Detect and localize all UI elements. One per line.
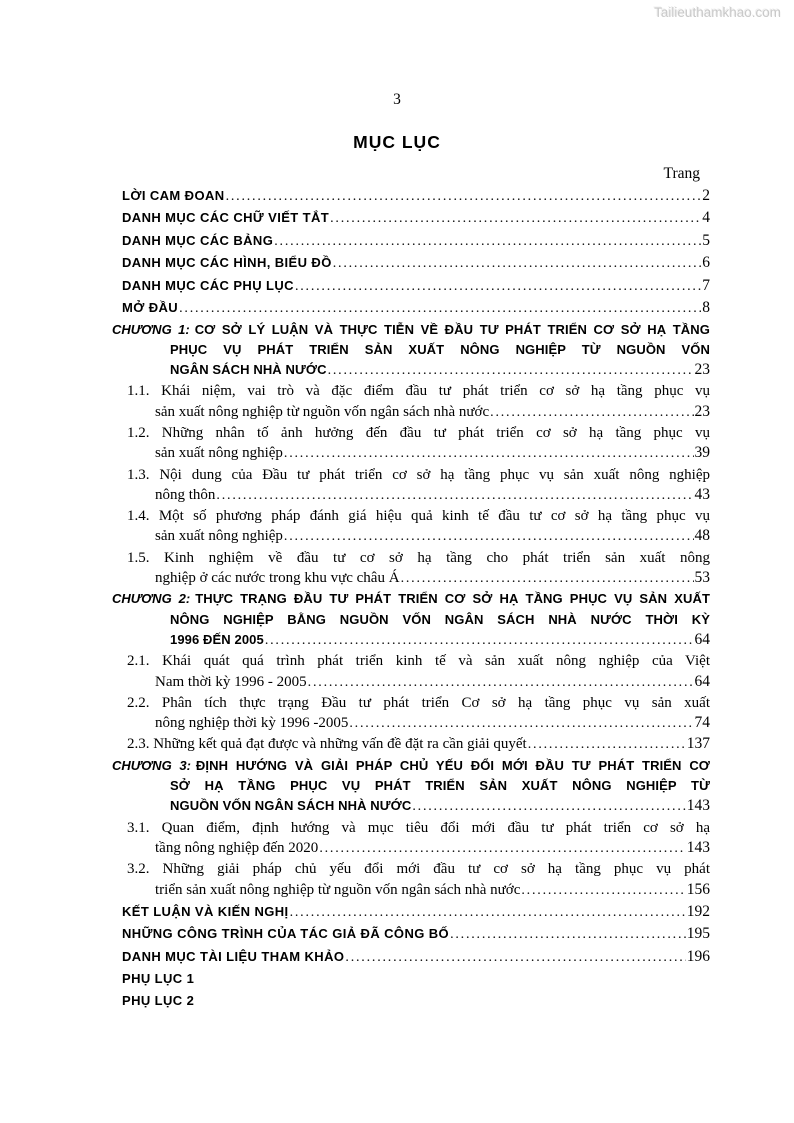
toc-entries bbox=[112, 185, 710, 1012]
entry-text: MỞ ĐẦU bbox=[122, 300, 179, 315]
entry-page-number: 64 bbox=[694, 630, 710, 648]
entry-text: PHỤ LỤC 2 bbox=[122, 992, 195, 1008]
toc-line bbox=[112, 568, 710, 589]
dot-leader bbox=[349, 714, 693, 734]
toc-line bbox=[112, 465, 710, 485]
dot-leader bbox=[179, 298, 701, 320]
toc-entry bbox=[112, 990, 710, 1012]
entry-text: Nam thời kỳ 1996 - 2005 bbox=[155, 673, 307, 690]
entry-page-number: 5 bbox=[702, 231, 710, 249]
toc-line bbox=[112, 734, 710, 755]
toc-entry bbox=[112, 423, 710, 465]
toc-line bbox=[112, 672, 710, 693]
entry-page-number: 23 bbox=[694, 402, 710, 420]
dot-leader bbox=[333, 253, 702, 275]
toc-entry bbox=[112, 381, 710, 423]
toc-line bbox=[112, 275, 710, 298]
toc-entry bbox=[112, 859, 710, 901]
dot-leader bbox=[450, 924, 686, 946]
entry-page-number: 192 bbox=[686, 902, 710, 920]
toc-entry bbox=[112, 548, 710, 590]
toc-line bbox=[112, 230, 710, 253]
toc-line bbox=[112, 630, 710, 651]
entry-text: sản xuất nông nghiệp bbox=[155, 528, 283, 545]
entry-page-number: 43 bbox=[694, 485, 710, 503]
entry-text: CƠ SỞ LÝ LUẬN VÀ THỰC TIỄN VỀ ĐẦU TƯ PHÁT TRIỂN CƠ SỞ HẠ TẦNG bbox=[194, 321, 710, 337]
toc-line bbox=[112, 402, 710, 423]
entry-page-number: 137 bbox=[686, 735, 710, 753]
toc-entry bbox=[112, 297, 710, 320]
toc-line bbox=[112, 423, 710, 443]
toc-entry bbox=[112, 734, 710, 755]
toc-line bbox=[112, 381, 710, 401]
toc-line bbox=[112, 548, 710, 568]
dot-leader bbox=[295, 276, 701, 298]
toc-entry bbox=[112, 756, 710, 818]
entry-text: nghiệp ở các nước trong khu vực châu Á bbox=[155, 570, 400, 587]
toc-line bbox=[112, 968, 710, 990]
toc-line bbox=[112, 526, 710, 547]
dot-leader bbox=[284, 444, 694, 464]
entry-text: sản xuất nông nghiệp từ nguồn vốn ngân sách nhà nước bbox=[155, 403, 490, 420]
entry-page-number: 143 bbox=[686, 797, 710, 815]
dot-leader bbox=[308, 673, 694, 693]
toc-line bbox=[112, 443, 710, 464]
entry-text: 2.1. Khái quát quá trình phát triển kinh tế và sản xuất nông nghiệp của Việt bbox=[127, 653, 710, 670]
toc-line bbox=[112, 360, 710, 381]
entry-page-number: 74 bbox=[694, 714, 710, 732]
entry-text: NGUỒN VỐN NGÂN SÁCH NHÀ NƯỚC bbox=[170, 798, 412, 814]
entry-text: PHỤ LỤC 1 bbox=[122, 971, 195, 987]
toc-title: MỤC LỤC bbox=[353, 132, 441, 152]
entry-page-number: 4 bbox=[702, 209, 710, 226]
toc-line bbox=[112, 776, 710, 796]
page-column-label: Trang bbox=[663, 165, 700, 182]
dot-leader bbox=[226, 186, 702, 208]
toc-line bbox=[112, 320, 710, 340]
dot-leader bbox=[521, 881, 685, 901]
entry-text: LỜI CAM ĐOAN bbox=[122, 187, 225, 203]
entry-text: NHỮNG CÔNG TRÌNH CỦA TÁC GIẢ ĐÃ CÔNG BỐ bbox=[122, 926, 450, 942]
toc-line bbox=[112, 901, 710, 924]
dot-leader bbox=[274, 231, 701, 253]
chapter-prefix: CHƯƠNG 2: bbox=[112, 591, 191, 607]
entry-text: DANH MỤC TÀI LIỆU THAM KHẢO bbox=[122, 948, 345, 964]
entry-text: nông thôn bbox=[155, 486, 216, 503]
toc-line bbox=[112, 990, 710, 1012]
dot-leader bbox=[265, 631, 694, 651]
toc-entry bbox=[112, 230, 710, 253]
toc-line bbox=[112, 506, 710, 526]
entry-text: THỰC TRẠNG ĐẦU TƯ PHÁT TRIỂN CƠ SỞ HẠ TẦNG PHỤC VỤ SẢN XUẤT bbox=[195, 591, 710, 607]
entry-text: 1.1. Khái niệm, vai trò và đặc điểm đầu tư phát triển cơ sở hạ tầng phục vụ bbox=[127, 383, 710, 400]
dot-leader bbox=[345, 947, 685, 969]
toc-entry bbox=[112, 185, 710, 208]
toc-line bbox=[112, 185, 710, 208]
entry-page-number: 2 bbox=[702, 186, 710, 204]
dot-leader bbox=[412, 797, 685, 817]
toc bbox=[112, 163, 710, 1011]
entry-text: DANH MỤC CÁC CHỮ VIẾT TẮT bbox=[122, 210, 330, 225]
toc-line bbox=[112, 297, 710, 320]
dot-leader bbox=[490, 403, 693, 423]
entry-text: 2.3. Những kết quả đạt được và những vấn đề đặt ra cần giải quyết bbox=[127, 736, 527, 753]
toc-line bbox=[112, 713, 710, 734]
dot-leader bbox=[328, 361, 694, 381]
toc-line bbox=[112, 693, 710, 713]
toc-line bbox=[112, 756, 710, 776]
toc-line bbox=[112, 818, 710, 838]
entry-page-number: 195 bbox=[686, 925, 710, 943]
toc-line bbox=[112, 880, 710, 901]
dot-leader bbox=[216, 486, 693, 506]
chapter-prefix: CHƯƠNG 1: bbox=[112, 321, 190, 337]
dot-leader bbox=[401, 569, 694, 589]
entry-page-number: 39 bbox=[694, 444, 710, 462]
entry-text: NÔNG NGHIỆP BẰNG NGUỒN VỐN NGÂN SÁCH NHÀ NƯỚC THỜI KỲ bbox=[170, 611, 710, 627]
dot-leader bbox=[528, 735, 686, 755]
entry-text: nông nghiệp thời kỳ 1996 -2005 bbox=[155, 715, 349, 732]
chapter-prefix: CHƯƠNG 3: bbox=[112, 757, 191, 773]
toc-line bbox=[112, 796, 710, 817]
entry-text: 1.4. Một số phương pháp đánh giá hiệu quả kinh tế đầu tư cơ sở hạ tầng phục vụ bbox=[127, 508, 710, 525]
entry-text: sản xuất nông nghiệp bbox=[155, 445, 283, 462]
toc-line bbox=[112, 859, 710, 879]
dot-leader bbox=[330, 208, 701, 230]
entry-text: triển sản xuất nông nghiệp từ nguồn vốn ngân sách nhà nước bbox=[155, 881, 521, 898]
entry-text: NGÂN SÁCH NHÀ NƯỚC bbox=[170, 362, 327, 378]
dot-leader bbox=[319, 839, 685, 859]
entry-page-number: 143 bbox=[686, 838, 710, 856]
entry-text: DANH MỤC CÁC PHỤ LỤC bbox=[122, 277, 294, 293]
entry-text: 1996 ĐẾN 2005 bbox=[170, 631, 264, 647]
toc-entry bbox=[112, 465, 710, 507]
entry-text: DANH MỤC CÁC BẢNG bbox=[122, 232, 274, 248]
entry-text: 2.2. Phân tích thực trạng Đầu tư phát triển Cơ sở hạ tầng phục vụ sản xuất bbox=[127, 694, 710, 711]
entry-text: 1.5. Kinh nghiệm về đầu tư cơ sở hạ tầng cho phát triển sản xuất nông bbox=[127, 549, 710, 566]
entry-text: 1.2. Những nhân tố ảnh hưởng đến đầu tư phát triển cơ sở hạ tầng phục vụ bbox=[127, 424, 710, 441]
entry-text: SỞ HẠ TẦNG PHỤC VỤ PHÁT TRIỂN SẢN XUẤT NÔNG NGHIỆP TỪ bbox=[170, 778, 710, 794]
page-number: 3 bbox=[393, 91, 401, 108]
toc-entry bbox=[112, 275, 710, 298]
entry-page-number: 23 bbox=[694, 361, 710, 379]
toc-entry bbox=[112, 923, 710, 946]
entry-page-number: 8 bbox=[702, 299, 710, 316]
entry-page-number: 53 bbox=[694, 569, 710, 587]
watermark: Tailieuthamkhao.com bbox=[654, 5, 781, 20]
toc-line bbox=[112, 589, 710, 609]
entry-page-number: 7 bbox=[702, 276, 710, 294]
entry-text: PHỤC VỤ PHÁT TRIỂN SẢN XUẤT NÔNG NGHIỆP TỪ NGUỒN VỐN bbox=[170, 341, 710, 357]
toc-line bbox=[112, 340, 710, 360]
toc-line bbox=[112, 838, 710, 859]
entry-page-number: 6 bbox=[702, 254, 710, 271]
entry-text: 1.3. Nội dung của Đầu tư phát triển cơ sở hạ tầng phục vụ sản xuất nông nghiệp bbox=[127, 466, 710, 483]
entry-page-number: 64 bbox=[694, 672, 710, 690]
toc-entry bbox=[112, 651, 710, 693]
toc-line bbox=[112, 485, 710, 506]
entry-page-number: 156 bbox=[686, 880, 710, 898]
toc-line bbox=[112, 946, 710, 969]
toc-line bbox=[112, 207, 710, 230]
entry-text: 3.2. Những giải pháp chủ yếu đổi mới đầu tư cơ sở hạ tầng phục vụ phát bbox=[127, 861, 710, 878]
toc-line bbox=[112, 923, 710, 946]
toc-line bbox=[112, 252, 710, 275]
toc-entry bbox=[112, 901, 710, 924]
toc-entry bbox=[112, 207, 710, 230]
entry-text: ĐỊNH HƯỚNG VÀ GIẢI PHÁP CHỦ YẾU ĐỔI MỚI ĐẦU TƯ PHÁT TRIỂN CƠ bbox=[195, 757, 710, 773]
toc-line bbox=[112, 610, 710, 630]
entry-text: tầng nông nghiệp đến 2020 bbox=[155, 839, 319, 856]
toc-line bbox=[112, 651, 710, 671]
entry-page-number: 196 bbox=[686, 947, 710, 965]
toc-entry bbox=[112, 693, 710, 735]
toc-entry bbox=[112, 589, 710, 651]
toc-entry bbox=[112, 818, 710, 860]
toc-entry bbox=[112, 506, 710, 548]
entry-text: DANH MỤC CÁC HÌNH, BIỂU ĐỒ bbox=[122, 255, 332, 270]
dot-leader bbox=[284, 527, 694, 547]
entry-page-number: 48 bbox=[694, 527, 710, 545]
toc-entry bbox=[112, 320, 710, 382]
dot-leader bbox=[290, 902, 686, 924]
toc-entry bbox=[112, 252, 710, 275]
entry-text: KẾT LUẬN VÀ KIẾN NGHỊ bbox=[122, 903, 289, 919]
toc-entry bbox=[112, 968, 710, 990]
entry-text: 3.1. Quan điểm, định hướng và mục tiêu đổi mới đầu tư phát triển cơ sở hạ bbox=[127, 819, 710, 836]
toc-entry bbox=[112, 946, 710, 969]
